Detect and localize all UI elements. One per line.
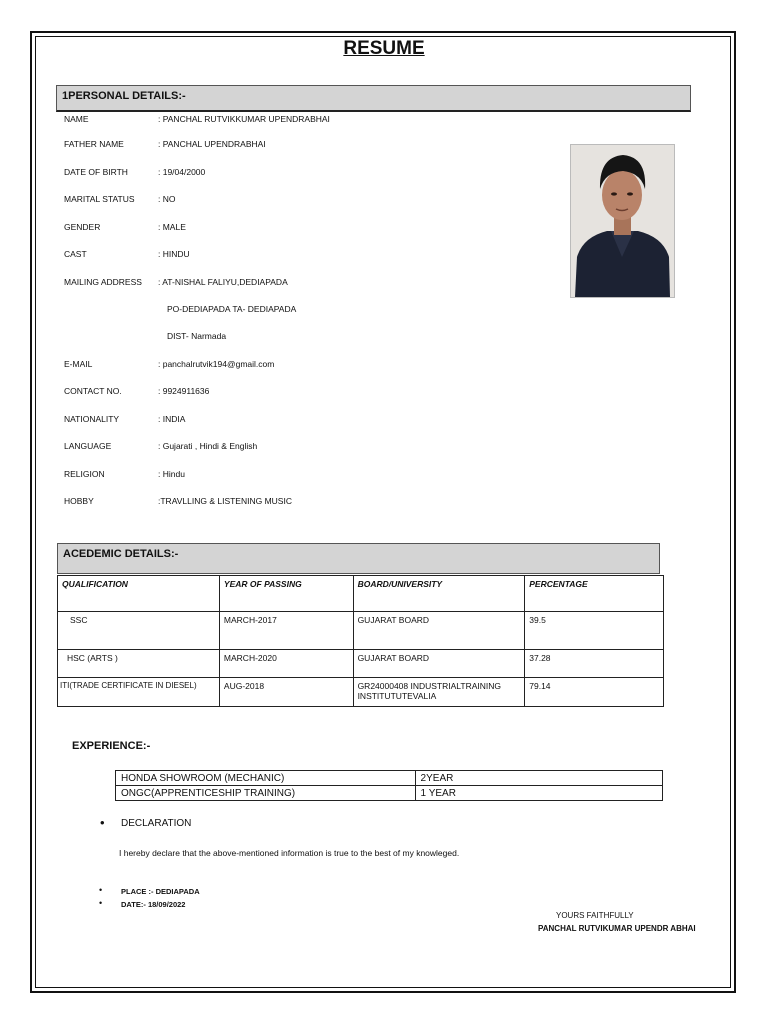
- table-row: [116, 771, 663, 786]
- table-cell: AUG-2018: [219, 678, 353, 707]
- table-cell: 39.5: [525, 612, 664, 650]
- detail-label: RELIGION: [64, 469, 105, 479]
- address-line: PO-DEDIAPADA TA- DEDIAPADA: [167, 304, 297, 314]
- experience-table: [115, 770, 663, 801]
- table-cell: 1 YEAR: [415, 786, 662, 801]
- detail-value: : PANCHAL UPENDRABHAI: [158, 139, 266, 149]
- declaration-text: I hereby declare that the above-mentioned information is true to the best of my knowleged.: [119, 848, 460, 858]
- detail-value: : NO: [158, 194, 176, 204]
- column-header: YEAR OF PASSING: [219, 576, 353, 612]
- person-portrait-icon: [571, 145, 674, 297]
- place-line: PLACE :- DEDIAPADA: [121, 887, 200, 896]
- experience-heading: EXPERIENCE:-: [72, 740, 151, 752]
- table-cell: ONGC(APPRENTICESHIP TRAINING): [116, 786, 416, 801]
- table-header-row: [58, 576, 664, 612]
- table-cell: GR24000408 INDUSTRIALTRAINING INSTITUTUTEVALIA: [353, 678, 525, 707]
- table-cell: HONDA SHOWROOM (MECHANIC): [116, 771, 416, 786]
- date-line: DATE:- 18/09/2022: [121, 900, 186, 909]
- table-cell: GUJARAT BOARD: [353, 612, 525, 650]
- resume-title: RESUME: [343, 38, 425, 59]
- column-header: QUALIFICATION: [58, 576, 220, 612]
- table-cell: MARCH-2020: [219, 650, 353, 678]
- detail-value: : panchalrutvik194@gmail.com: [158, 359, 275, 369]
- column-header: PERCENTAGE: [525, 576, 664, 612]
- detail-label: GENDER: [64, 222, 101, 232]
- detail-value: : 9924911636: [158, 386, 210, 396]
- table-cell: GUJARAT BOARD: [353, 650, 525, 678]
- academic-table: [57, 575, 664, 707]
- detail-label: E-MAIL: [64, 359, 93, 369]
- bullet-icon: •: [100, 815, 105, 830]
- detail-value: : MALE: [158, 222, 186, 232]
- detail-label: FATHER NAME: [64, 139, 124, 149]
- detail-value: : Gujarati , Hindi & English: [158, 441, 258, 451]
- bullet-icon: •: [99, 885, 103, 895]
- declaration-heading: DECLARATION: [121, 818, 192, 829]
- table-row: [116, 786, 663, 801]
- table-row: [58, 678, 664, 707]
- column-header: BOARD/UNIVERSITY: [353, 576, 525, 612]
- table-cell: 37.28: [525, 650, 664, 678]
- detail-label: HOBBY: [64, 496, 94, 506]
- table-cell: HSC (ARTS ): [58, 650, 220, 678]
- table-cell: MARCH-2017: [219, 612, 353, 650]
- profile-photo: [570, 144, 675, 298]
- detail-label: NATIONALITY: [64, 414, 120, 424]
- detail-value: : Hindu: [158, 469, 185, 479]
- address-line: DIST- Narmada: [167, 331, 227, 341]
- table-row: [58, 612, 664, 650]
- table-cell: ITI(TRADE CERTIFICATE IN DIESEL): [58, 678, 220, 707]
- table-cell: SSC: [58, 612, 220, 650]
- detail-label: MAILING ADDRESS: [64, 277, 142, 287]
- personal-details-heading: 1PERSONAL DETAILS:-: [56, 85, 691, 112]
- table-cell: 79.14: [525, 678, 664, 707]
- detail-label: DATE OF BIRTH: [64, 167, 128, 177]
- detail-label: CONTACT NO.: [64, 386, 122, 396]
- table-row: [58, 650, 664, 678]
- detail-label: NAME: [64, 114, 89, 124]
- table-cell: 2YEAR: [415, 771, 662, 786]
- detail-value: : AT-NISHAL FALIYU,DEDIAPADA: [158, 277, 288, 287]
- academic-details-heading: ACEDEMIC DETAILS:-: [57, 543, 660, 574]
- detail-label: MARITAL STATUS: [64, 194, 135, 204]
- signature-name: PANCHAL RUTVIKUMAR UPENDR ABHAI: [538, 924, 696, 933]
- detail-value: : PANCHAL RUTVIKKUMAR UPENDRABHAI: [158, 114, 330, 124]
- detail-label: CAST: [64, 249, 87, 259]
- detail-label: LANGUAGE: [64, 441, 112, 451]
- detail-value: : INDIA: [158, 414, 186, 424]
- bullet-icon: •: [99, 898, 103, 908]
- detail-value: :TRAVLLING & LISTENING MUSIC: [158, 496, 292, 506]
- detail-value: : 19/04/2000: [158, 167, 206, 177]
- closing-text: YOURS FAITHFULLY: [556, 911, 634, 920]
- detail-value: : HINDU: [158, 249, 190, 259]
